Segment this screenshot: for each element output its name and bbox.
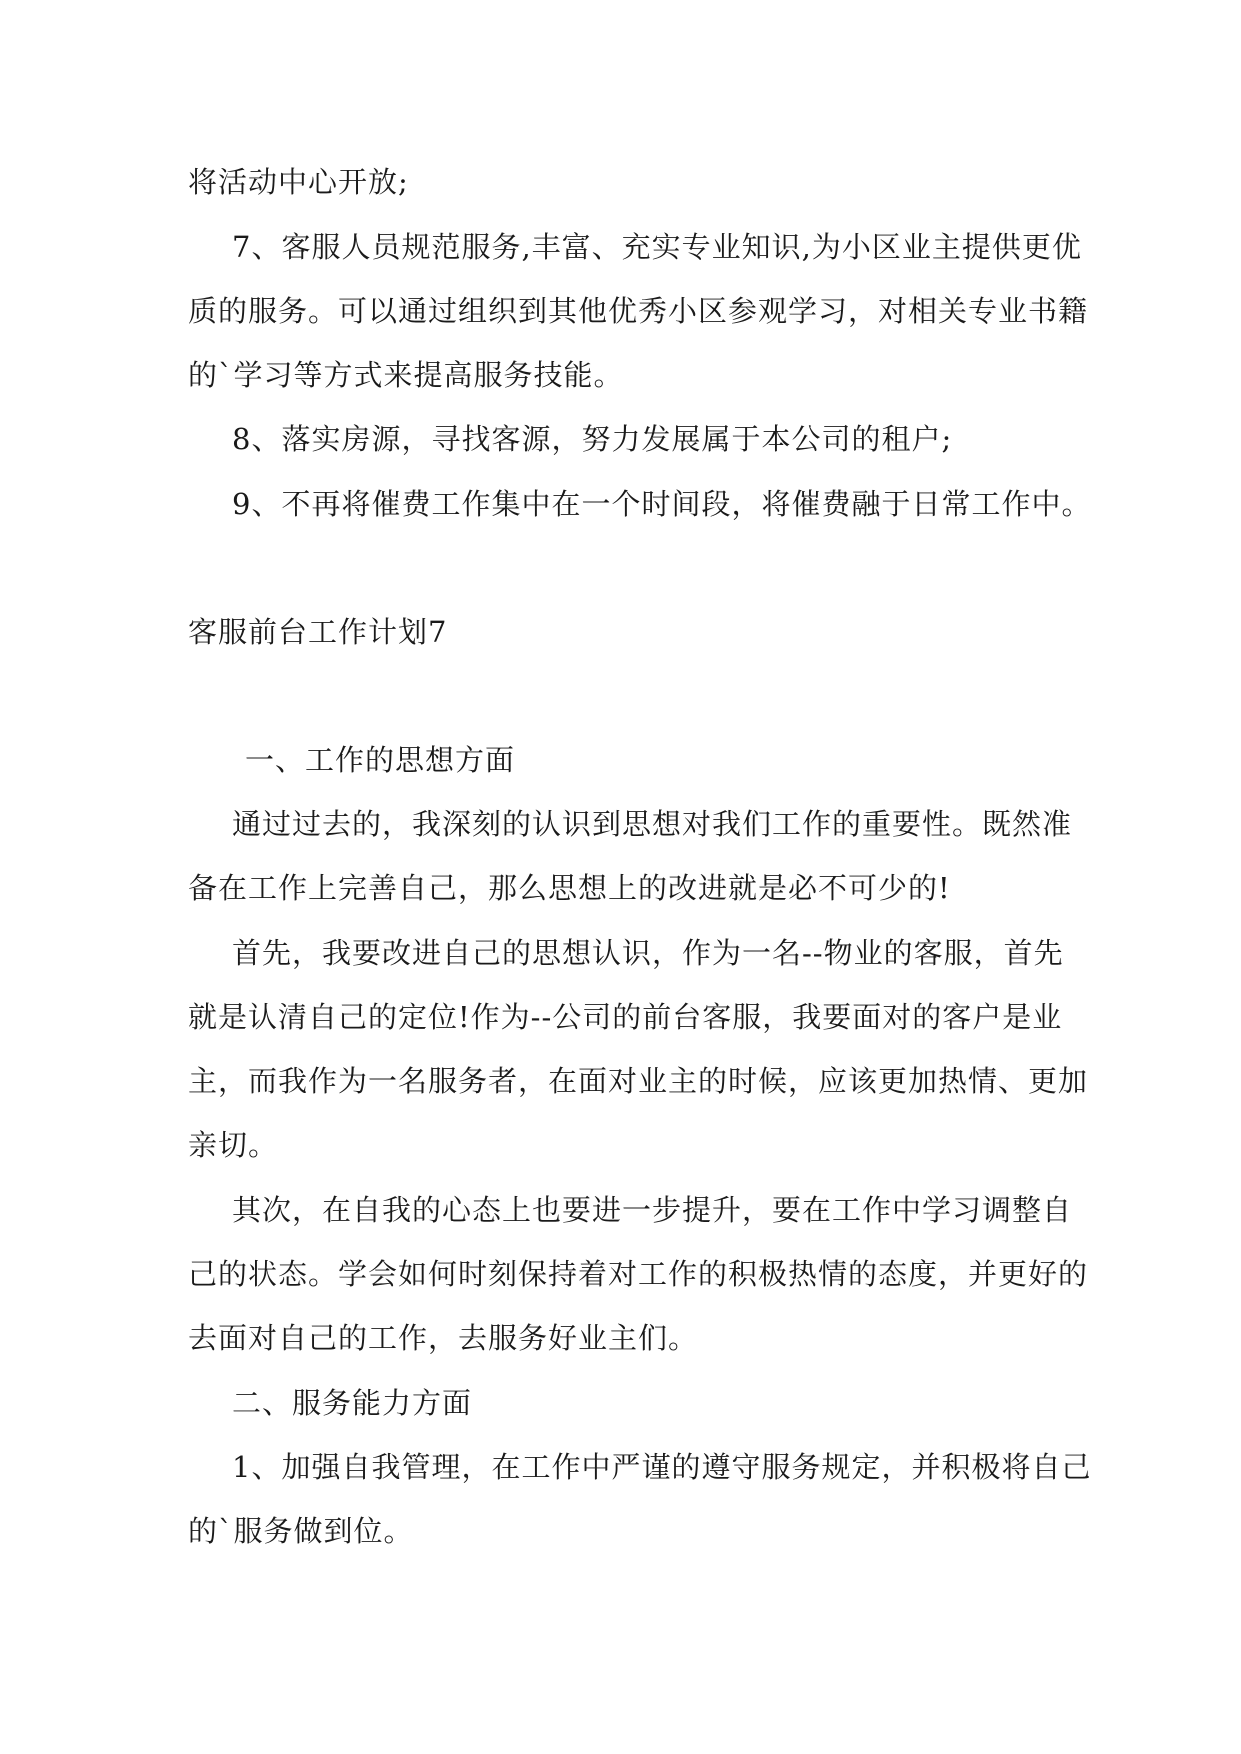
subheading-service: 二、服务能力方面 bbox=[232, 1386, 473, 1420]
list-item-9: 9、不再将催费工作集中在一个时间段，将催费融于日常工作中。 bbox=[232, 487, 1092, 521]
text-line: 的`服务做到位。 bbox=[188, 1514, 414, 1548]
paragraph-line: 其次，在自我的心态上也要进一步提升，要在工作中学习调整自 bbox=[232, 1193, 1073, 1227]
paragraph-line: 通过过去的，我深刻的认识到思想对我们工作的重要性。既然准 bbox=[232, 807, 1073, 841]
subheading-thought: 一、工作的思想方面 bbox=[245, 743, 516, 777]
paragraph-line: 去面对自己的工作，去服务好业主们。 bbox=[188, 1321, 699, 1355]
paragraph-line: 就是认清自己的定位!作为--公司的前台客服，我要面对的客户是业 bbox=[188, 1000, 1063, 1034]
paragraph-line: 首先，我要改进自己的思想认识，作为一名--物业的客服，首先 bbox=[232, 936, 1064, 970]
list-item-8: 8、落实房源，寻找客源，努力发展属于本公司的租户; bbox=[232, 422, 953, 456]
list-item-7: 7、客服人员规范服务,丰富、充实专业知识,为小区业主提供更优 bbox=[232, 230, 1082, 264]
text-line: 将活动中心开放; bbox=[188, 165, 409, 199]
text-line: 的`学习等方式来提高服务技能。 bbox=[188, 358, 624, 392]
section-title: 客服前台工作计划7 bbox=[188, 615, 448, 649]
text-line: 质的服务。可以通过组织到其他优秀小区参观学习，对相关专业书籍 bbox=[188, 294, 1089, 328]
paragraph-line: 亲切。 bbox=[188, 1128, 279, 1162]
list-item-1: 1、加强自我管理，在工作中严谨的遵守服务规定，并积极将自己 bbox=[232, 1450, 1092, 1484]
paragraph-line: 主，而我作为一名服务者，在面对业主的时候，应该更加热情、更加 bbox=[188, 1064, 1089, 1098]
paragraph-line: 己的状态。学会如何时刻保持着对工作的积极热情的态度，并更好的 bbox=[188, 1257, 1089, 1291]
paragraph-line: 备在工作上完善自己，那么思想上的改进就是必不可少的! bbox=[188, 871, 951, 905]
